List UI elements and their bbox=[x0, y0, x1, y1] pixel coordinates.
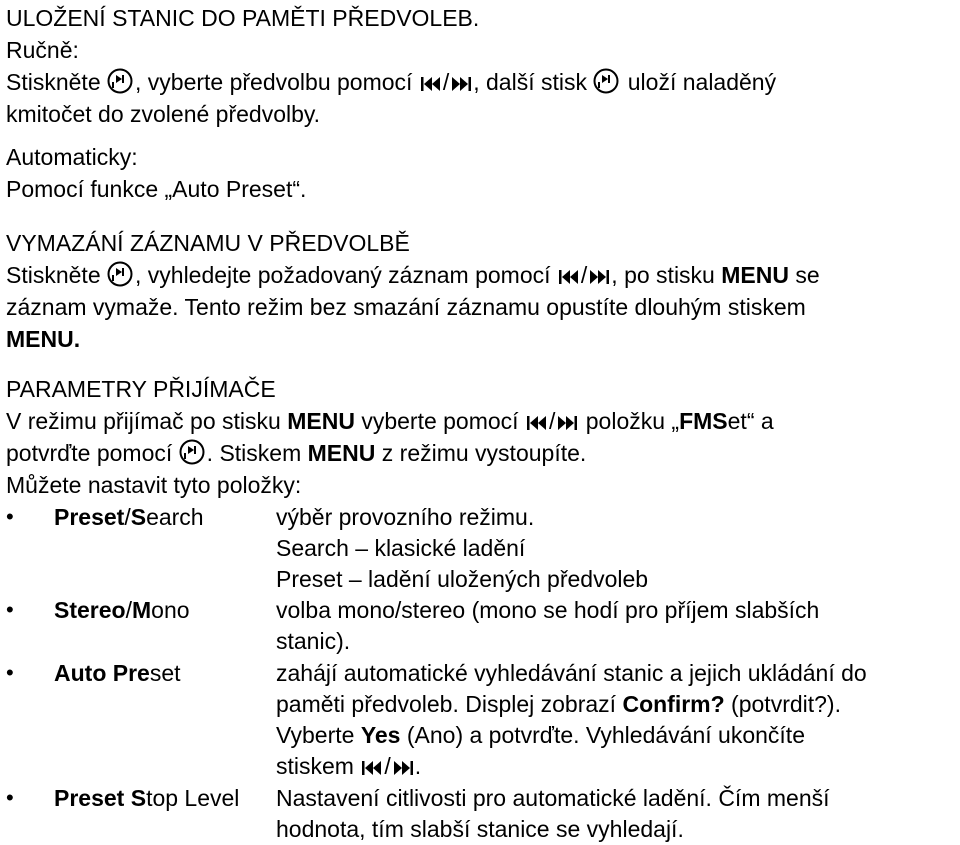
heading-receiver-params: PARAMETRY PŘIJÍMAČE bbox=[6, 376, 276, 402]
item-desc-line: volba mono/stereo (mono se hodí pro příjem slabších bbox=[276, 597, 820, 623]
play-pause-circle-icon bbox=[179, 439, 207, 473]
params-instruction: V režimu přijímač po stisku MENU vyberte pomocí / položku „FMSet“ a bbox=[6, 405, 774, 441]
play-pause-circle-icon bbox=[593, 68, 621, 102]
list-bullet: • bbox=[6, 504, 14, 529]
delete-instruction: Stiskněte , vyhledejte požadovaný záznam pomocí / , po stisku MENU se bbox=[6, 259, 820, 295]
heading-delete-preset: VYMAZÁNÍ ZÁZNAMU V PŘEDVOLBĚ bbox=[6, 230, 410, 256]
params-instruction-cont: potvrďte pomocí . Stiskem MENU z režimu vystoupíte. bbox=[6, 437, 586, 473]
list-bullet: • bbox=[6, 785, 14, 810]
item-desc-line: Nastavení citlivosti pro automatické ladění. Čím menší bbox=[276, 785, 830, 811]
item-desc-line: stiskem / . bbox=[276, 750, 421, 786]
skip-forward-icon bbox=[449, 70, 473, 102]
params-list-intro: Můžete nastavit tyto položky: bbox=[6, 472, 302, 498]
delete-instruction-cont: záznam vymaže. Tento režim bez smazání záznamu opustíte dlouhým stiskem bbox=[6, 294, 806, 320]
item-desc-line: Search – klasické ladění bbox=[276, 535, 526, 561]
manual-instruction-cont: kmitočet do zvolené předvolby. bbox=[6, 101, 321, 127]
item-desc-line: stanic). bbox=[276, 628, 351, 654]
play-pause-circle-icon bbox=[107, 68, 135, 102]
item-desc-line: výběr provozního režimu. bbox=[276, 504, 535, 530]
item-term-preset-search: Preset/Search bbox=[54, 504, 204, 530]
manual-instruction: Stiskněte , vyberte předvolbu pomocí / , další stisk uloží naladěný bbox=[6, 66, 776, 102]
play-pause-circle-icon bbox=[107, 261, 135, 295]
heading-store-presets: ULOŽENÍ STANIC DO PAMĚTI PŘEDVOLEB. bbox=[6, 5, 480, 31]
skip-back-icon bbox=[419, 70, 443, 102]
manual-label: Ručně: bbox=[6, 37, 79, 63]
menu-bold: MENU. bbox=[6, 326, 81, 352]
item-desc-line: Vyberte Yes (Ano) a potvrďte. Vyhledávání ukončíte bbox=[276, 722, 805, 748]
item-term-auto-preset: Auto Preset bbox=[54, 660, 181, 686]
auto-label: Automaticky: bbox=[6, 144, 138, 170]
list-bullet: • bbox=[6, 660, 14, 685]
item-term-stereo-mono: Stereo/Mono bbox=[54, 597, 190, 623]
item-desc-line: zahájí automatické vyhledávání stanic a jejich ukládání do bbox=[276, 660, 867, 686]
item-desc-line: paměti předvoleb. Displej zobrazí Confirm? (potvrdit?). bbox=[276, 691, 841, 717]
item-term-preset-stop-level: Preset Stop Level bbox=[54, 785, 240, 811]
item-desc-line: hodnota, tím slabší stanice se vyhledají. bbox=[276, 816, 684, 842]
list-bullet: • bbox=[6, 597, 14, 622]
auto-instruction: Pomocí funkce „Auto Preset“. bbox=[6, 176, 307, 202]
item-desc-line: Preset – ladění uložených předvoleb bbox=[276, 566, 649, 592]
